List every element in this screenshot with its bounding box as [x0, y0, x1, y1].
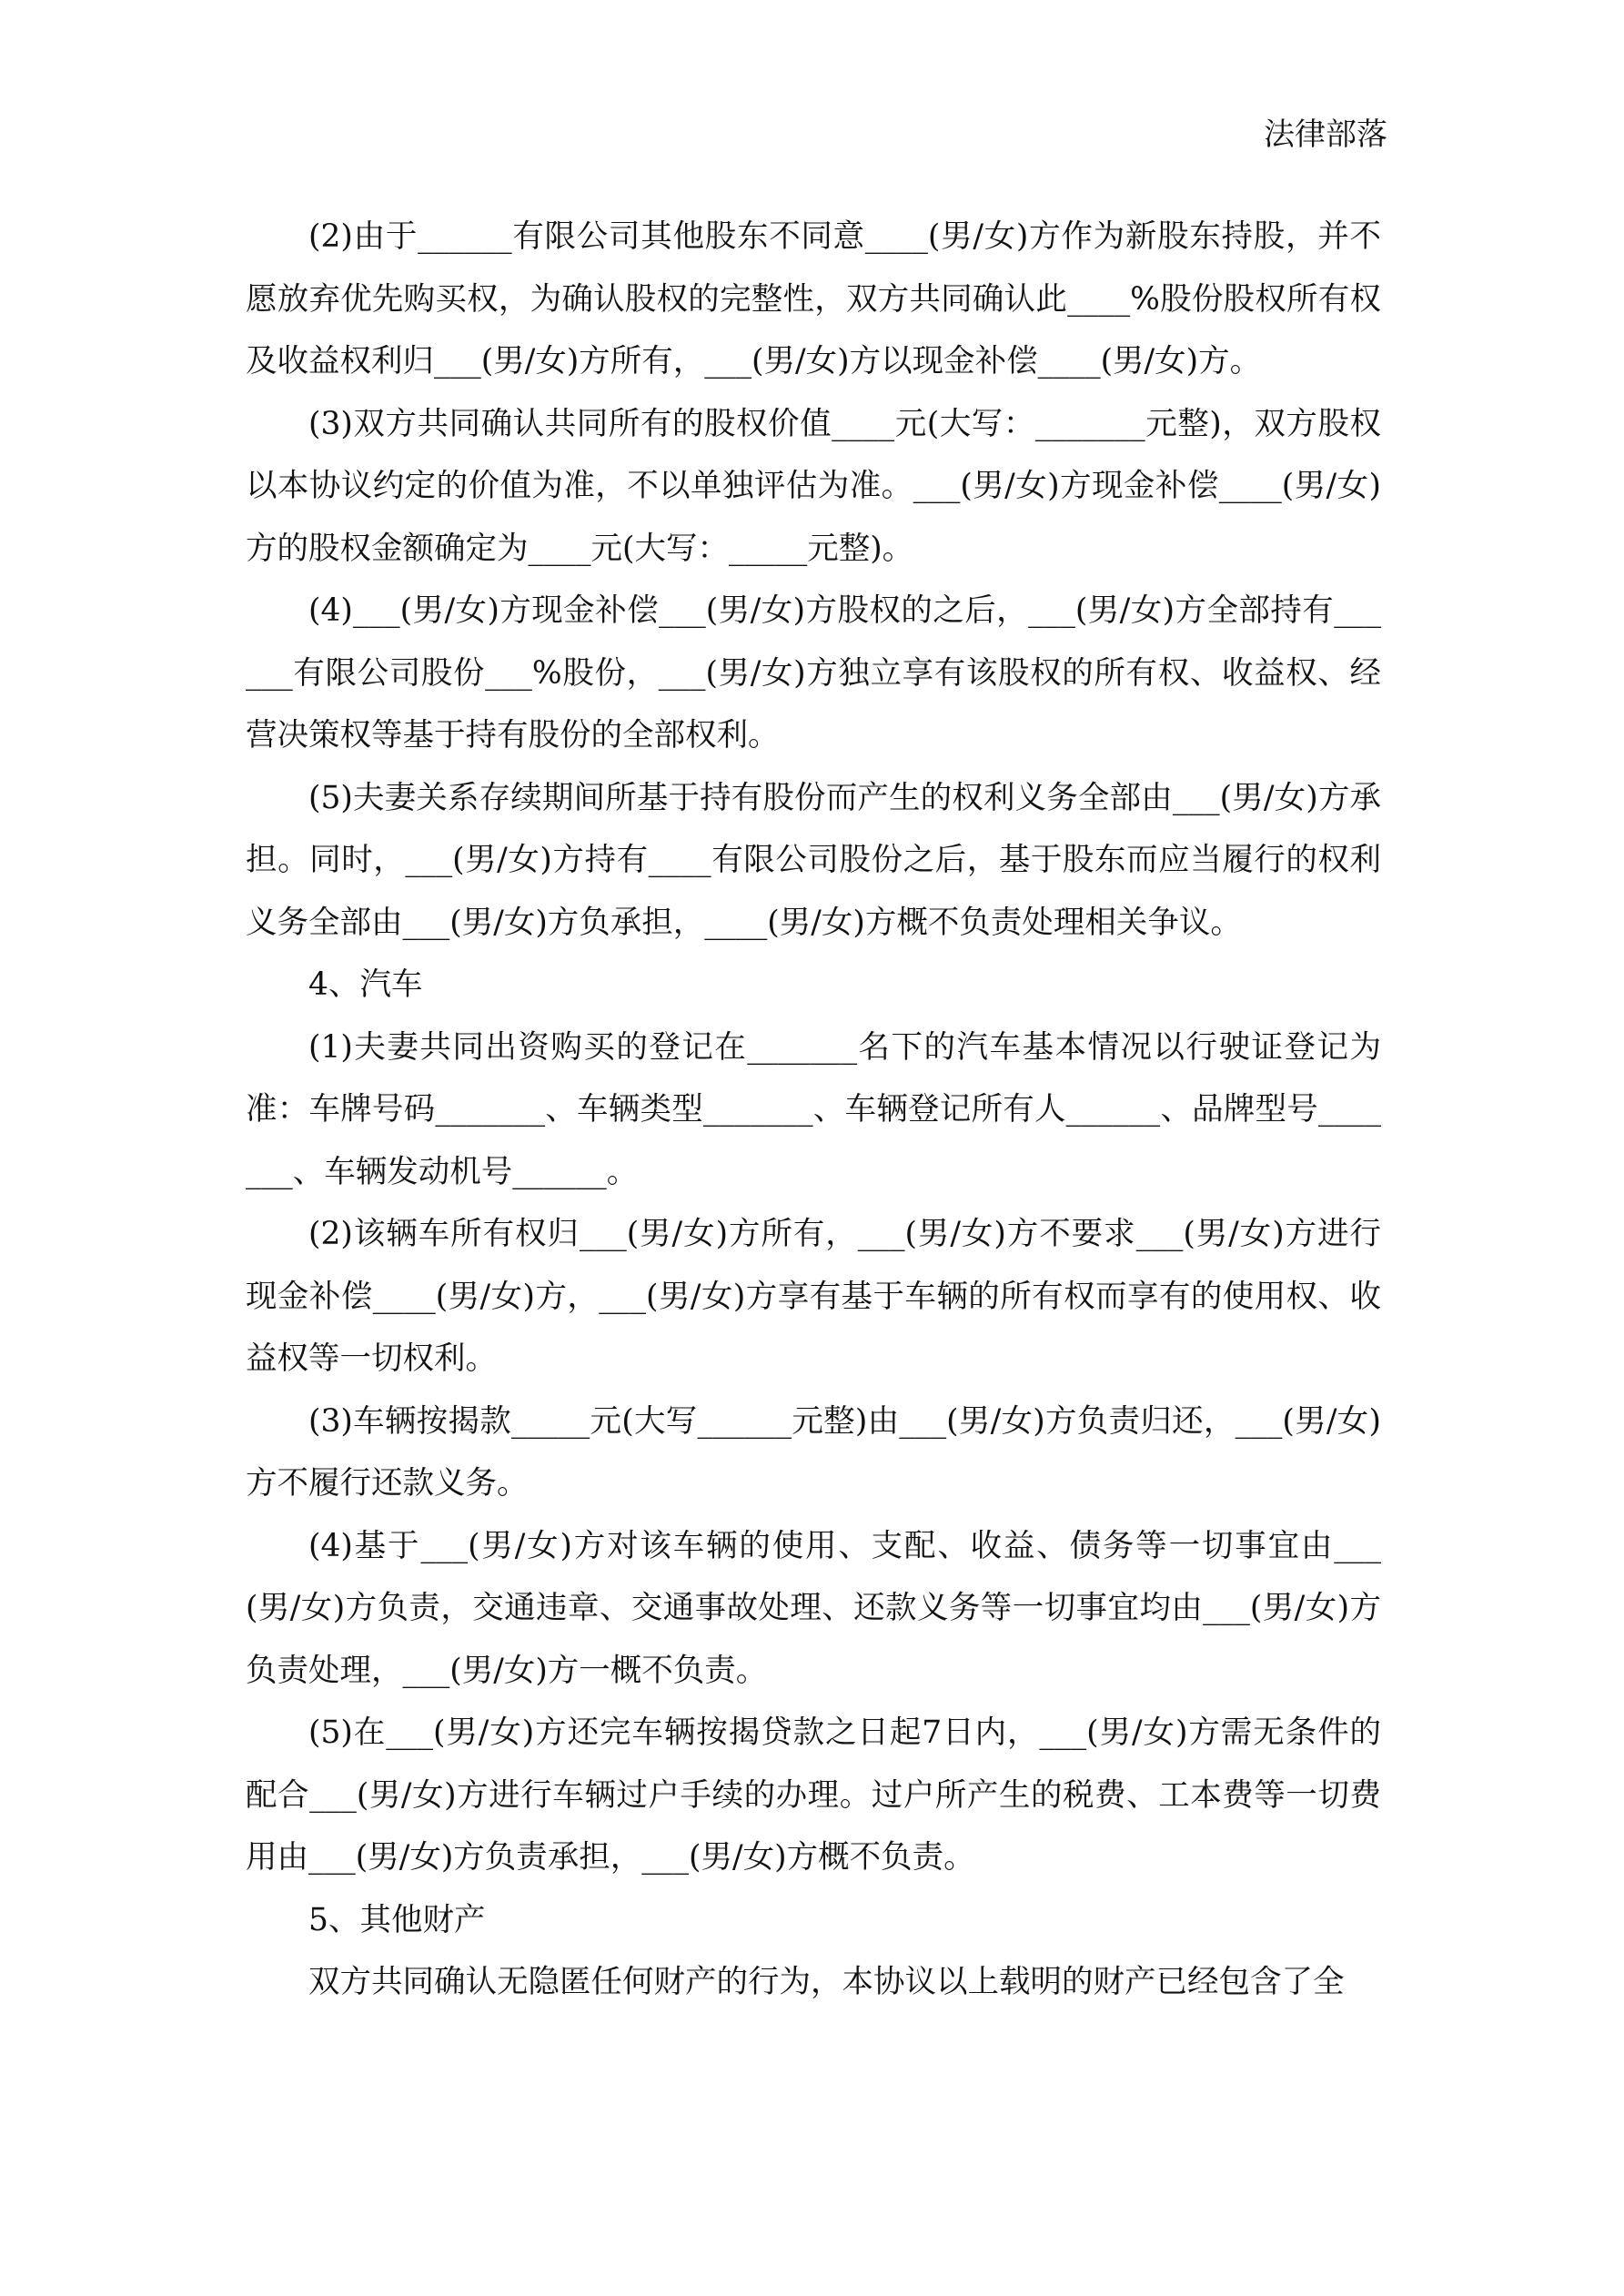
paragraph-equity-3: (3)双方共同确认共同所有的股权价值____元(大写：_______元整)，双方股权以本协议约定的价值为准，不以单独评估为准。___(男/女)方现金补偿____(男/女)方的股权金额确定为____元(大写：_____元整)。: [246, 405, 1381, 567]
document-body: [246, 206, 1381, 2014]
paragraph-equity-5: (5)夫妻关系存续期间所基于持有股份而产生的权利义务全部由___(男/女)方承担。同时，___(男/女)方持有____有限公司股份之后，基于股东而应当履行的权利义务全部由___(男/女)方负承担，____(男/女)方概不负责处理相关争议。: [246, 779, 1381, 941]
paragraph-equity-4: (4)___(男/女)方现金补偿___(男/女)方股权的之后，___(男/女)方全部持有______有限公司股份___%股份，___(男/女)方独立享有该股权的所有权、收益权、经营决策权等基于持有股份的全部权利。: [246, 592, 1381, 754]
paragraph-other-property: 双方共同确认无隐匿任何财产的行为，本协议以上载明的财产已经包含了全: [308, 1964, 1345, 2000]
paragraph-car-5: (5)在___(男/女)方还完车辆按揭贷款之日起7日内，___(男/女)方需无条件的配合___(男/女)方进行车辆过户手续的办理。过户所产生的税费、工本费等一切费用由___(男/女)方负责承担，___(男/女)方概不负责。: [246, 1714, 1381, 1876]
paragraph-car-2: (2)该辆车所有权归___(男/女)方所有，___(男/女)方不要求___(男/女)方进行现金补偿____(男/女)方，___(男/女)方享有基于车辆的所有权而享有的使用权、收益权等一切权利。: [246, 1216, 1381, 1377]
paragraph-equity-2: (2)由于______有限公司其他股东不同意____(男/女)方作为新股东持股，并不愿放弃优先购买权，为确认股权的完整性，双方共同确认此____%股份股权所有权及收益权利归___(男/女)方所有，___(男/女)方以现金补偿____(男/女)方。: [246, 218, 1381, 379]
section-heading-car: 4、汽车: [308, 966, 423, 1003]
paragraph-car-4: (4)基于___(男/女)方对该车辆的使用、支配、收益、债务等一切事宜由___(男/女)方负责，交通违章、交通事故处理、还款义务等一切事宜均由___(男/女)方负责处理，___(男/女)方一概不负责。: [246, 1527, 1381, 1689]
header-brand: 法律部落: [1264, 116, 1387, 153]
section-heading-other-property: 5、其他财产: [308, 1901, 486, 1938]
paragraph-car-1: (1)夫妻共同出资购买的登记在_______名下的汽车基本情况以行驶证登记为准：车牌号码_______、车辆类型_______、车辆登记所有人______、品牌型号_______、车辆发动机号______。: [246, 1028, 1381, 1190]
paragraph-car-3: (3)车辆按揭款_____元(大写______元整)由___(男/女)方负责归还，___(男/女)方不履行还款义务。: [246, 1402, 1381, 1502]
